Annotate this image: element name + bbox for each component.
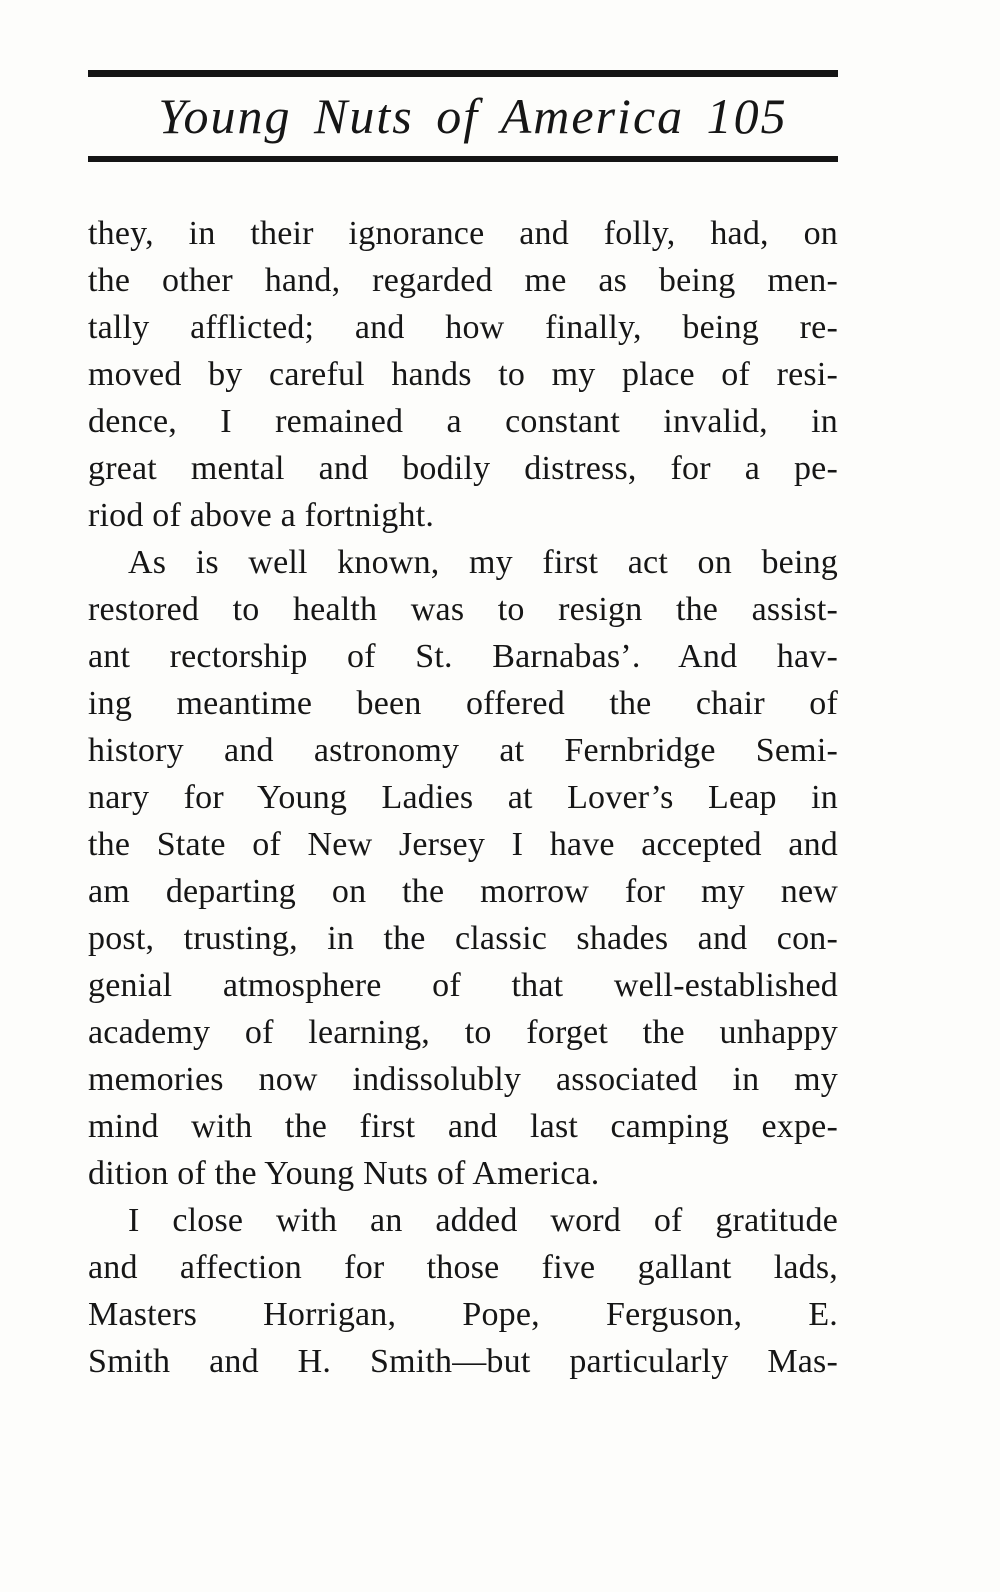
paragraph bbox=[88, 210, 838, 539]
text-line: the State of New Jersey I have accepted and bbox=[88, 826, 838, 863]
text-line: they, in their ignorance and folly, had, on bbox=[88, 215, 838, 252]
text-line: As is well known, my first act on being bbox=[128, 544, 838, 581]
text-line: memories now indissolubly associated in my bbox=[88, 1061, 838, 1098]
text-line: ing meantime been offered the chair of bbox=[88, 685, 838, 722]
text-line: Masters Horrigan, Pope, Ferguson, E. bbox=[88, 1296, 838, 1333]
running-head bbox=[88, 85, 838, 147]
text-line: the other hand, regarded me as being men- bbox=[88, 262, 838, 299]
header-rule-top bbox=[88, 70, 838, 77]
text-line: nary for Young Ladies at Lover’s Leap in bbox=[88, 779, 838, 816]
page-body bbox=[88, 210, 838, 1385]
text-line: dition of the Young Nuts of America. bbox=[88, 1155, 600, 1192]
page-header bbox=[88, 70, 838, 162]
text-line: great mental and bodily distress, for a pe- bbox=[88, 450, 838, 487]
page-number: 105 bbox=[706, 88, 788, 144]
text-line: ant rectorship of St. Barnabas’. And hav- bbox=[88, 638, 838, 675]
text-line: history and astronomy at Fernbridge Semi- bbox=[88, 732, 838, 769]
paragraph bbox=[88, 1197, 838, 1385]
text-line: I close with an added word of gratitude bbox=[128, 1202, 838, 1239]
text-line: dence, I remained a constant invalid, in bbox=[88, 403, 838, 440]
text-line: post, trusting, in the classic shades and con- bbox=[88, 920, 838, 957]
text-line: academy of learning, to forget the unhappy bbox=[88, 1014, 838, 1051]
text-line: moved by careful hands to my place of resi- bbox=[88, 356, 838, 393]
text-line: Smith and H. Smith—but particularly Mas- bbox=[88, 1343, 838, 1380]
text-line: tally afflicted; and how finally, being re- bbox=[88, 309, 838, 346]
text-line: riod of above a fortnight. bbox=[88, 497, 435, 534]
text-line: and affection for those five gallant lads, bbox=[88, 1249, 838, 1286]
text-line: mind with the first and last camping expe- bbox=[88, 1108, 838, 1145]
text-line: genial atmosphere of that well-established bbox=[88, 967, 838, 1004]
header-rule-bottom bbox=[88, 156, 838, 162]
text-line: am departing on the morrow for my new bbox=[88, 873, 838, 910]
text-line: restored to health was to resign the assist- bbox=[88, 591, 838, 628]
running-head-title: Young Nuts of America bbox=[158, 88, 685, 144]
paragraph bbox=[88, 539, 838, 1197]
